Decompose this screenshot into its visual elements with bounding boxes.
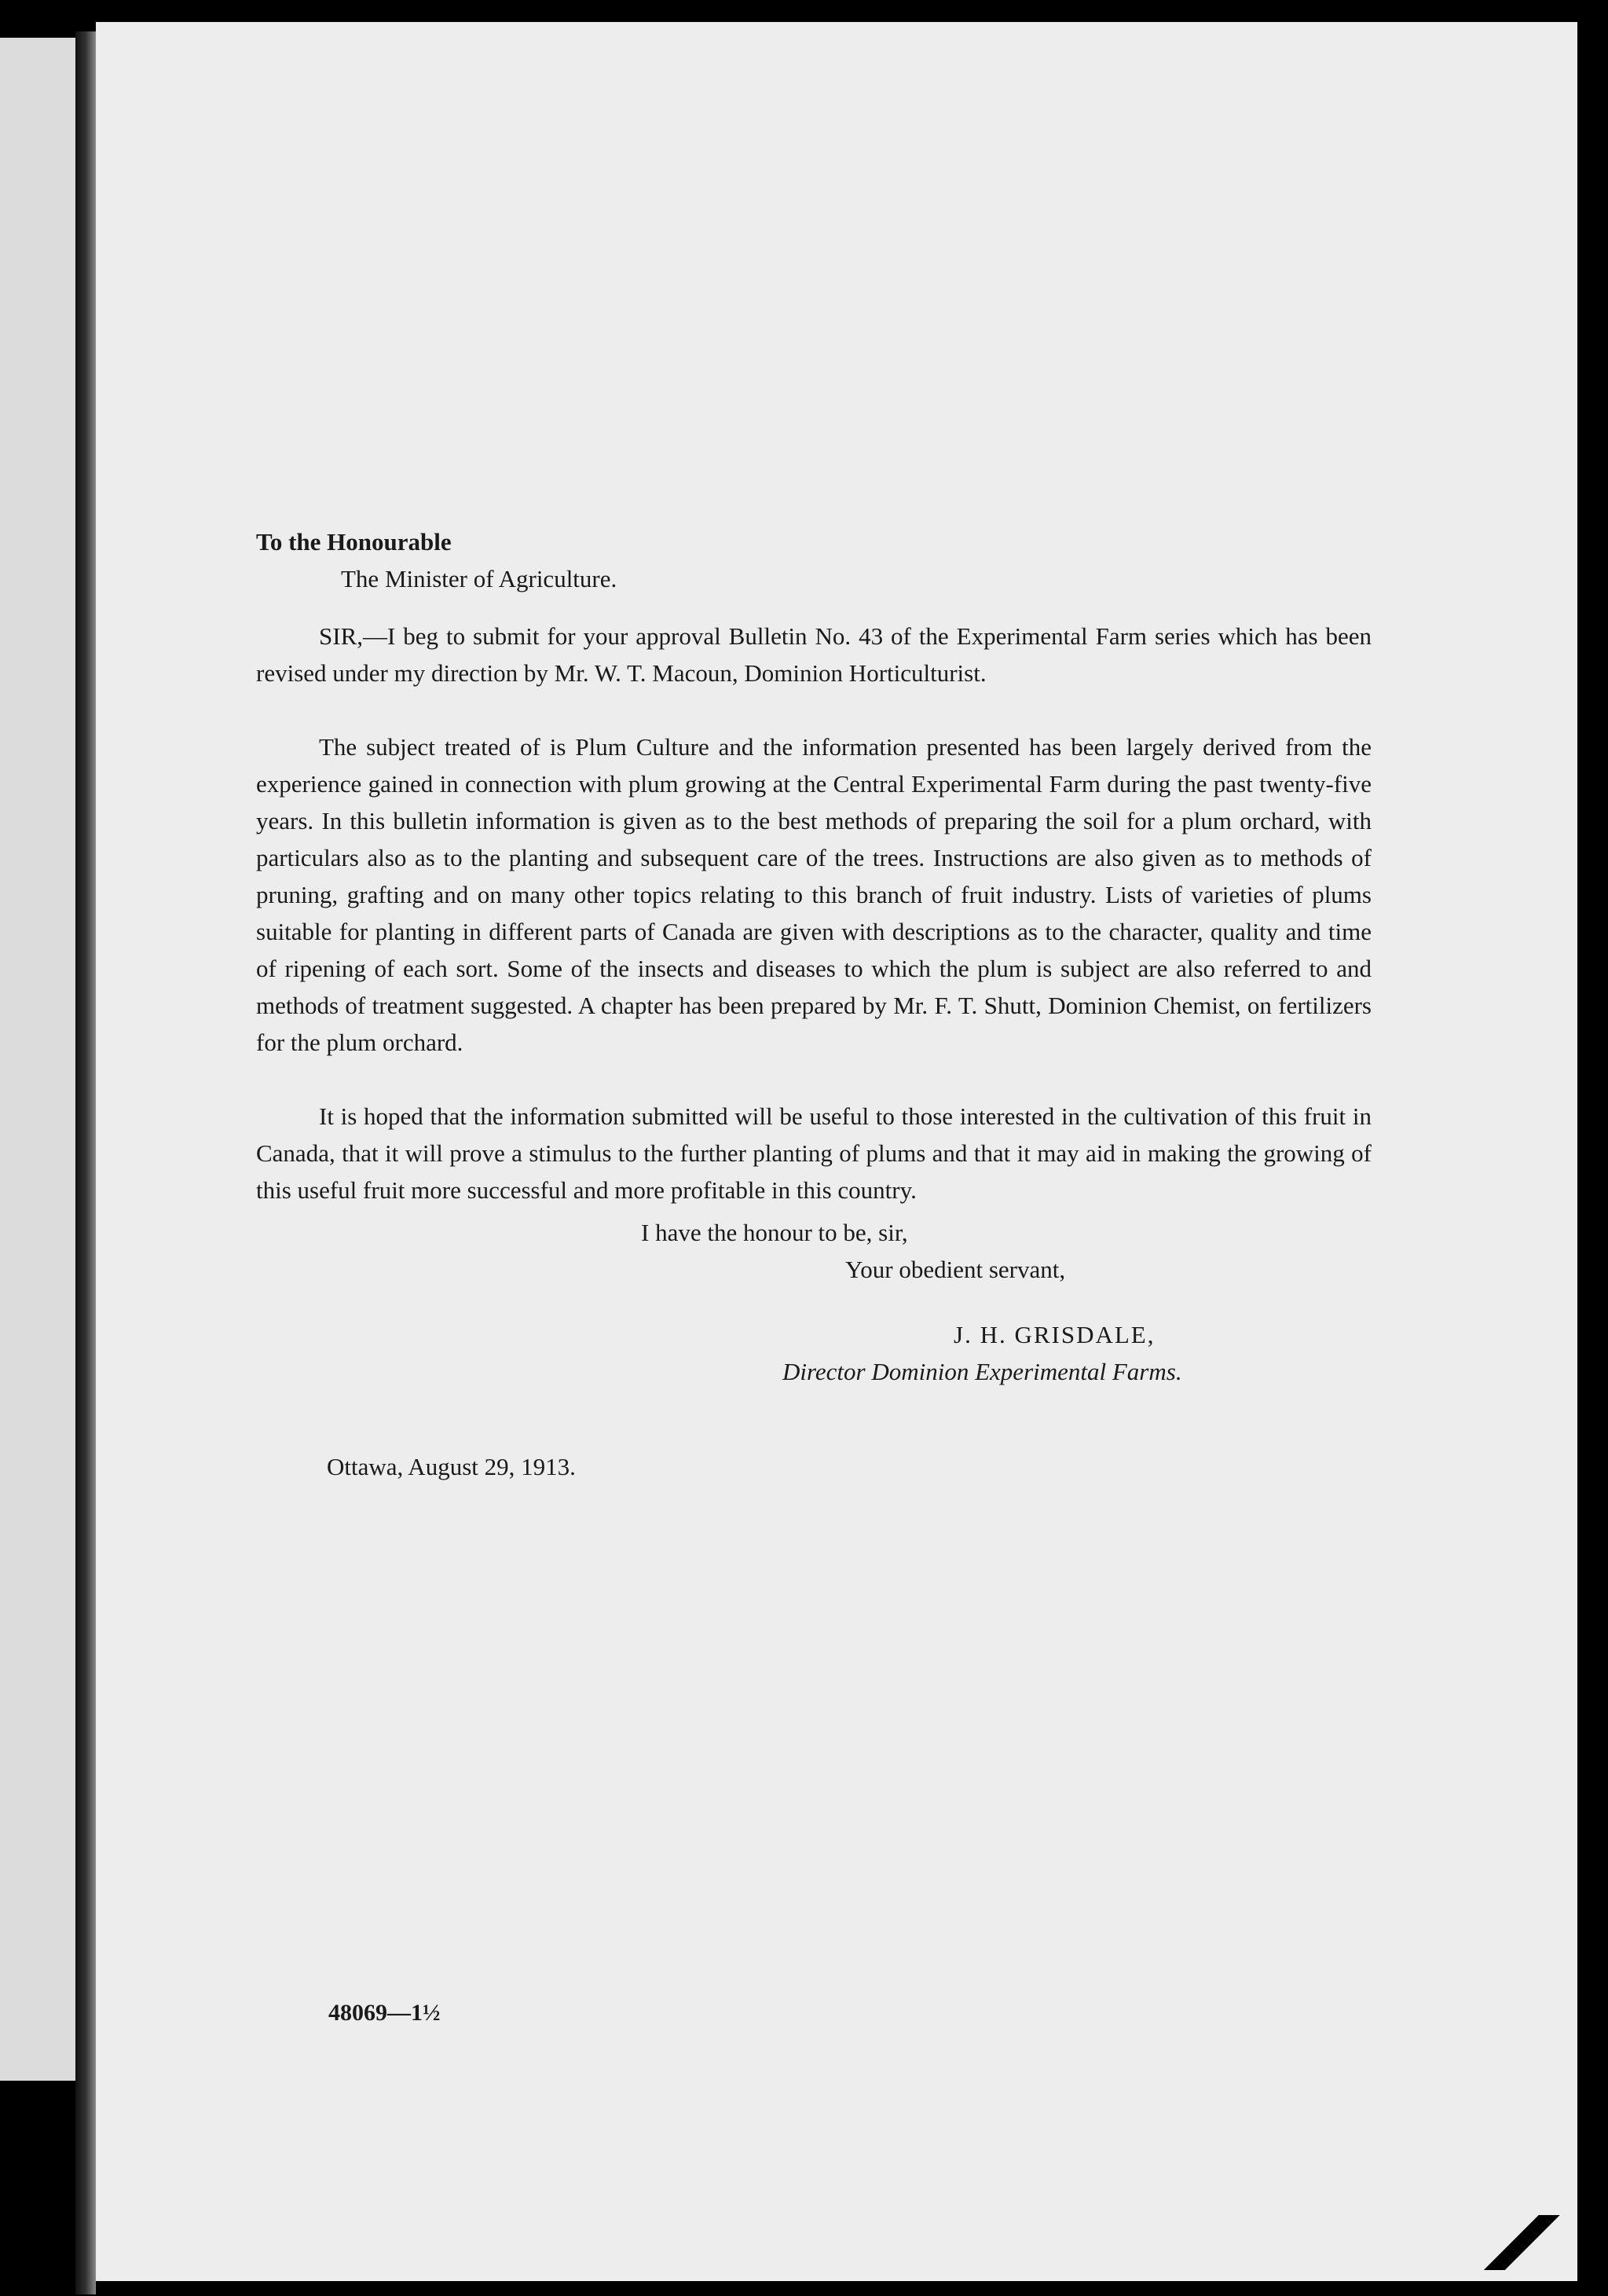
salutation-minister: The Minister of Agriculture. — [341, 565, 617, 592]
salutation-to: To the Honourable — [256, 528, 452, 556]
facing-page-edge — [0, 38, 75, 2081]
print-code: 48069—1½ — [328, 2000, 441, 2026]
book-gutter — [75, 31, 96, 2294]
closing-line-1: I have the honour to be, sir, — [641, 1219, 908, 1246]
scan-bottom-mark — [1475, 2215, 1562, 2270]
signatory-title: Director Dominion Experimental Farms. — [782, 1358, 1182, 1385]
signatory-name: J. H. GRISDALE, — [954, 1321, 1156, 1348]
closing-line-2: Your obedient servant, — [845, 1256, 1066, 1283]
letter-body — [256, 523, 1372, 1485]
paragraph-1 — [256, 618, 1372, 691]
place-date: Ottawa, August 29, 1913. — [327, 1453, 576, 1480]
paragraph-3: It is hoped that the information submitted will be useful to those interested in the cultivation of this fruit in Canada, that it will prove a stimulus to the further planting of plums and that it may aid in making the growing of this useful fruit more successful and more profitable in this country. — [256, 1102, 1372, 1204]
paragraph-1-lead: SIR, — [319, 622, 363, 650]
paragraph-2: The subject treated of is Plum Culture and the information presented has been largely derived from the experience gained in connection with plum growing at the Central Experimental Farm during the past twenty-five years. In this bulletin information is given as to the best methods of preparing the soil for a plum orchard, with particulars also as to the planting and subsequent care of the trees. Instructions are also given as to methods of pruning, grafting and on many other topics relating to this branch of fruit industry. Lists of varieties of plums suitable for planting in different parts of Canada are given with descriptions as to the character, quality and time of ripening of each sort. Some of the insects and diseases to which the plum is subject are also referred to and methods of treatment suggested. A chapter has been prepared by Mr. F. T. Shutt, Dominion Chemist, on fertilizers for the plum orchard. — [256, 733, 1372, 1056]
paragraph-1-body: —I beg to submit for your approval Bulletin No. 43 of the Experimental Farm series which has been revised under my direction by Mr. W. T. Macoun, Dominion Horticulturist. — [256, 622, 1372, 687]
scan-corner-mark — [1546, 22, 1577, 44]
